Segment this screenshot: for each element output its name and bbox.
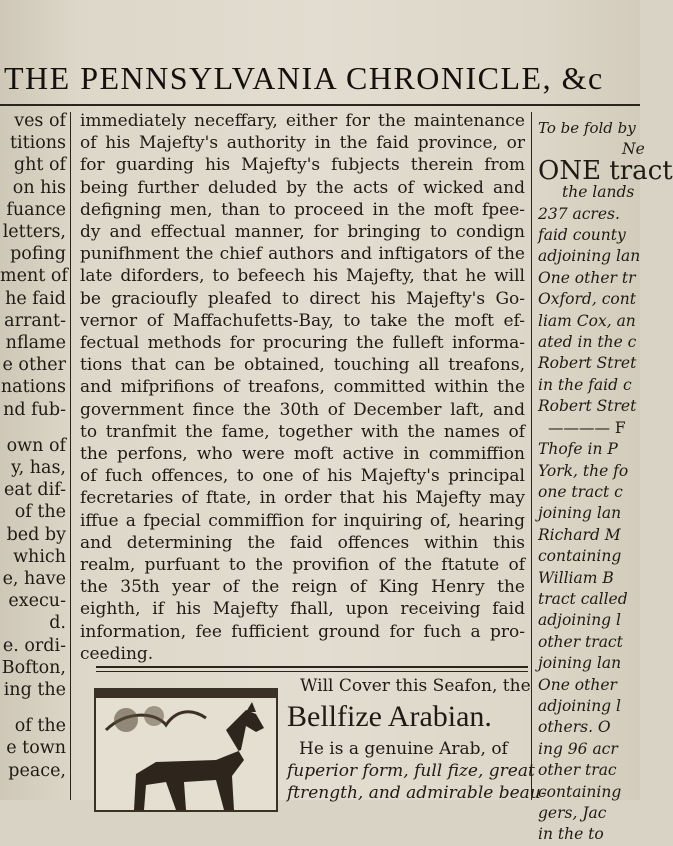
right-line: Thofe in P (538, 440, 618, 459)
article-line: vernor of Maffachufetts-Bay, to take the moft ef- (80, 310, 525, 331)
right-line: containing (538, 547, 622, 566)
article-line: and mifprifions of treafons, committed within the (80, 377, 525, 398)
right-line: ated in the c (538, 333, 637, 352)
left-line: y, has, (11, 458, 66, 479)
article-line: iffue a fpecial commiffion for inquiring of, hearing (80, 510, 525, 531)
masthead (0, 58, 640, 106)
ad-heading: Will Cover this Seafon, the (300, 676, 531, 696)
left-line: fuance (6, 199, 66, 220)
ad-line: ftrength, and admirable beau- (287, 783, 547, 803)
masthead-title: THE PENNSYLVANIA CHRONICLE, &c (4, 60, 604, 96)
article-line: realm, purfuant to the provifion of the ftatute of (80, 555, 525, 576)
article-line: defigning men, than to proceed in the moft fpee- (80, 199, 525, 220)
right-line: Richard M (538, 525, 621, 544)
article-line: to tranfmit the fame, together with the names of (80, 421, 525, 442)
right-line: Oxford, cont (538, 290, 636, 309)
left-line: ves of (14, 111, 66, 131)
ad-body (287, 738, 547, 804)
article-line: ceeding. (80, 643, 154, 664)
left-line: e. ordi- (2, 635, 66, 656)
article-line: and determining the faid offences within this (80, 532, 525, 553)
article-line: late diforders, to befeech his Majefty, that he will (80, 266, 525, 287)
left-line: arrant- (4, 310, 66, 331)
right-line: others. O (538, 718, 611, 737)
right-line: ONE tract (538, 155, 673, 186)
left-line: which (13, 546, 66, 567)
article-line: fectual methods for procuring the fulleft informa- (80, 333, 525, 354)
right-line: tract called (538, 589, 628, 608)
right-line: in the faid c (538, 375, 632, 394)
left-line: nations (0, 377, 66, 398)
paragraph-gap (0, 701, 66, 715)
right-heading: To be fold by (538, 119, 636, 137)
right-line: William B (538, 568, 614, 587)
article-line: being further deluded by the acts of wicked and (80, 177, 525, 198)
right-line: other trac (538, 761, 617, 780)
left-line: e, have (2, 569, 66, 590)
article-line: the perfons, who were moft active in commiffion (80, 444, 525, 465)
left-line: execu- (8, 591, 66, 612)
right-line: Ne (622, 140, 645, 159)
left-line: Bofton, (1, 657, 66, 678)
right-line: ing 96 acr (538, 739, 618, 758)
right-line: Robert Stret (538, 397, 637, 416)
right-line: adjoining l (538, 611, 621, 630)
article-line: for guarding his Majefty's fubjects therein from (80, 155, 525, 176)
article-line: government fince the 30th of December laft, and (80, 399, 525, 420)
left-line: of the (14, 502, 66, 523)
right-line: liam Cox, an (538, 311, 636, 330)
left-line: ing the (3, 680, 66, 701)
column-rule-left (70, 112, 71, 800)
article-line: of his Majefty's authority in the faid province, or (80, 133, 525, 154)
right-line: joining lan (538, 654, 622, 673)
right-line: Robert Stret (538, 354, 637, 373)
right-line: gers, Jac (538, 804, 607, 822)
left-line: letters, (2, 222, 66, 243)
right-line: ———— F (548, 418, 626, 437)
left-line: he faid (5, 288, 66, 309)
left-line: bed by (6, 524, 66, 545)
right-line: One other (538, 675, 617, 694)
right-line: one tract c (538, 482, 623, 501)
horse-advertisement (82, 672, 547, 803)
left-line: pofing (10, 244, 66, 265)
ad-line: He is a genuine Arab, of (299, 739, 508, 759)
left-column (0, 110, 66, 800)
left-line: ght of (13, 155, 66, 176)
right-line: containing (538, 782, 622, 801)
right-line: adjoining l (538, 696, 621, 715)
paragraph-gap (0, 421, 66, 435)
left-line: on his (12, 177, 66, 198)
right-line: faid county (538, 226, 626, 245)
right-line: York, the fo (538, 461, 629, 480)
left-line: ment of (0, 266, 68, 287)
right-column (538, 118, 673, 844)
article-line: of fuch offences, to one of his Majefty's principal (80, 466, 525, 487)
article-line: eighth, if his Majefty fhall, upon receiving faid (80, 599, 525, 620)
right-line: 237 acres. (538, 204, 620, 223)
article-line: punifhment the chief authors and inftigators of the (80, 244, 525, 265)
right-line: adjoining lan (538, 247, 641, 266)
left-line: e town (6, 738, 66, 759)
left-line: peace, (8, 760, 66, 781)
left-line: own of (6, 435, 66, 456)
left-line: nflame (5, 333, 66, 354)
left-line: titions (9, 133, 66, 154)
horse-icon (96, 690, 276, 810)
article-line: tions that can be obtained, touching all treafons, (80, 355, 525, 376)
right-line: in the to (538, 825, 604, 844)
article-line: the 35th year of the reign of King Henry the (80, 577, 525, 598)
article-line: dy and effectual manner, for bringing to condign (80, 222, 525, 243)
horse-woodcut (94, 688, 278, 812)
right-line: joining lan (538, 504, 622, 523)
left-line: nd fub- (3, 399, 66, 420)
article-line: immediately neceffary, either for the maintenance (80, 111, 525, 131)
left-line: of the (14, 716, 66, 737)
left-line: e other (2, 355, 66, 376)
right-line: other tract (538, 632, 623, 651)
right-line: One other tr (538, 268, 636, 287)
article-line: be gracioufly pleafed to direct his Majefty's Go- (80, 288, 525, 309)
article-line: information, fee fufficient ground for fuch a pro- (80, 621, 525, 642)
ad-title: Bellfize Arabian. (287, 700, 492, 733)
masthead-rule (0, 104, 640, 106)
right-line: the lands (562, 183, 635, 202)
main-column (80, 110, 525, 670)
left-line: eat dif- (4, 480, 66, 501)
ad-rule-top (96, 666, 528, 668)
left-line: d. (49, 613, 66, 634)
article-line: fecretaries of ftate, in order that his Majefty may (80, 488, 525, 509)
ad-line: fuperior form, full fize, great (287, 761, 535, 781)
